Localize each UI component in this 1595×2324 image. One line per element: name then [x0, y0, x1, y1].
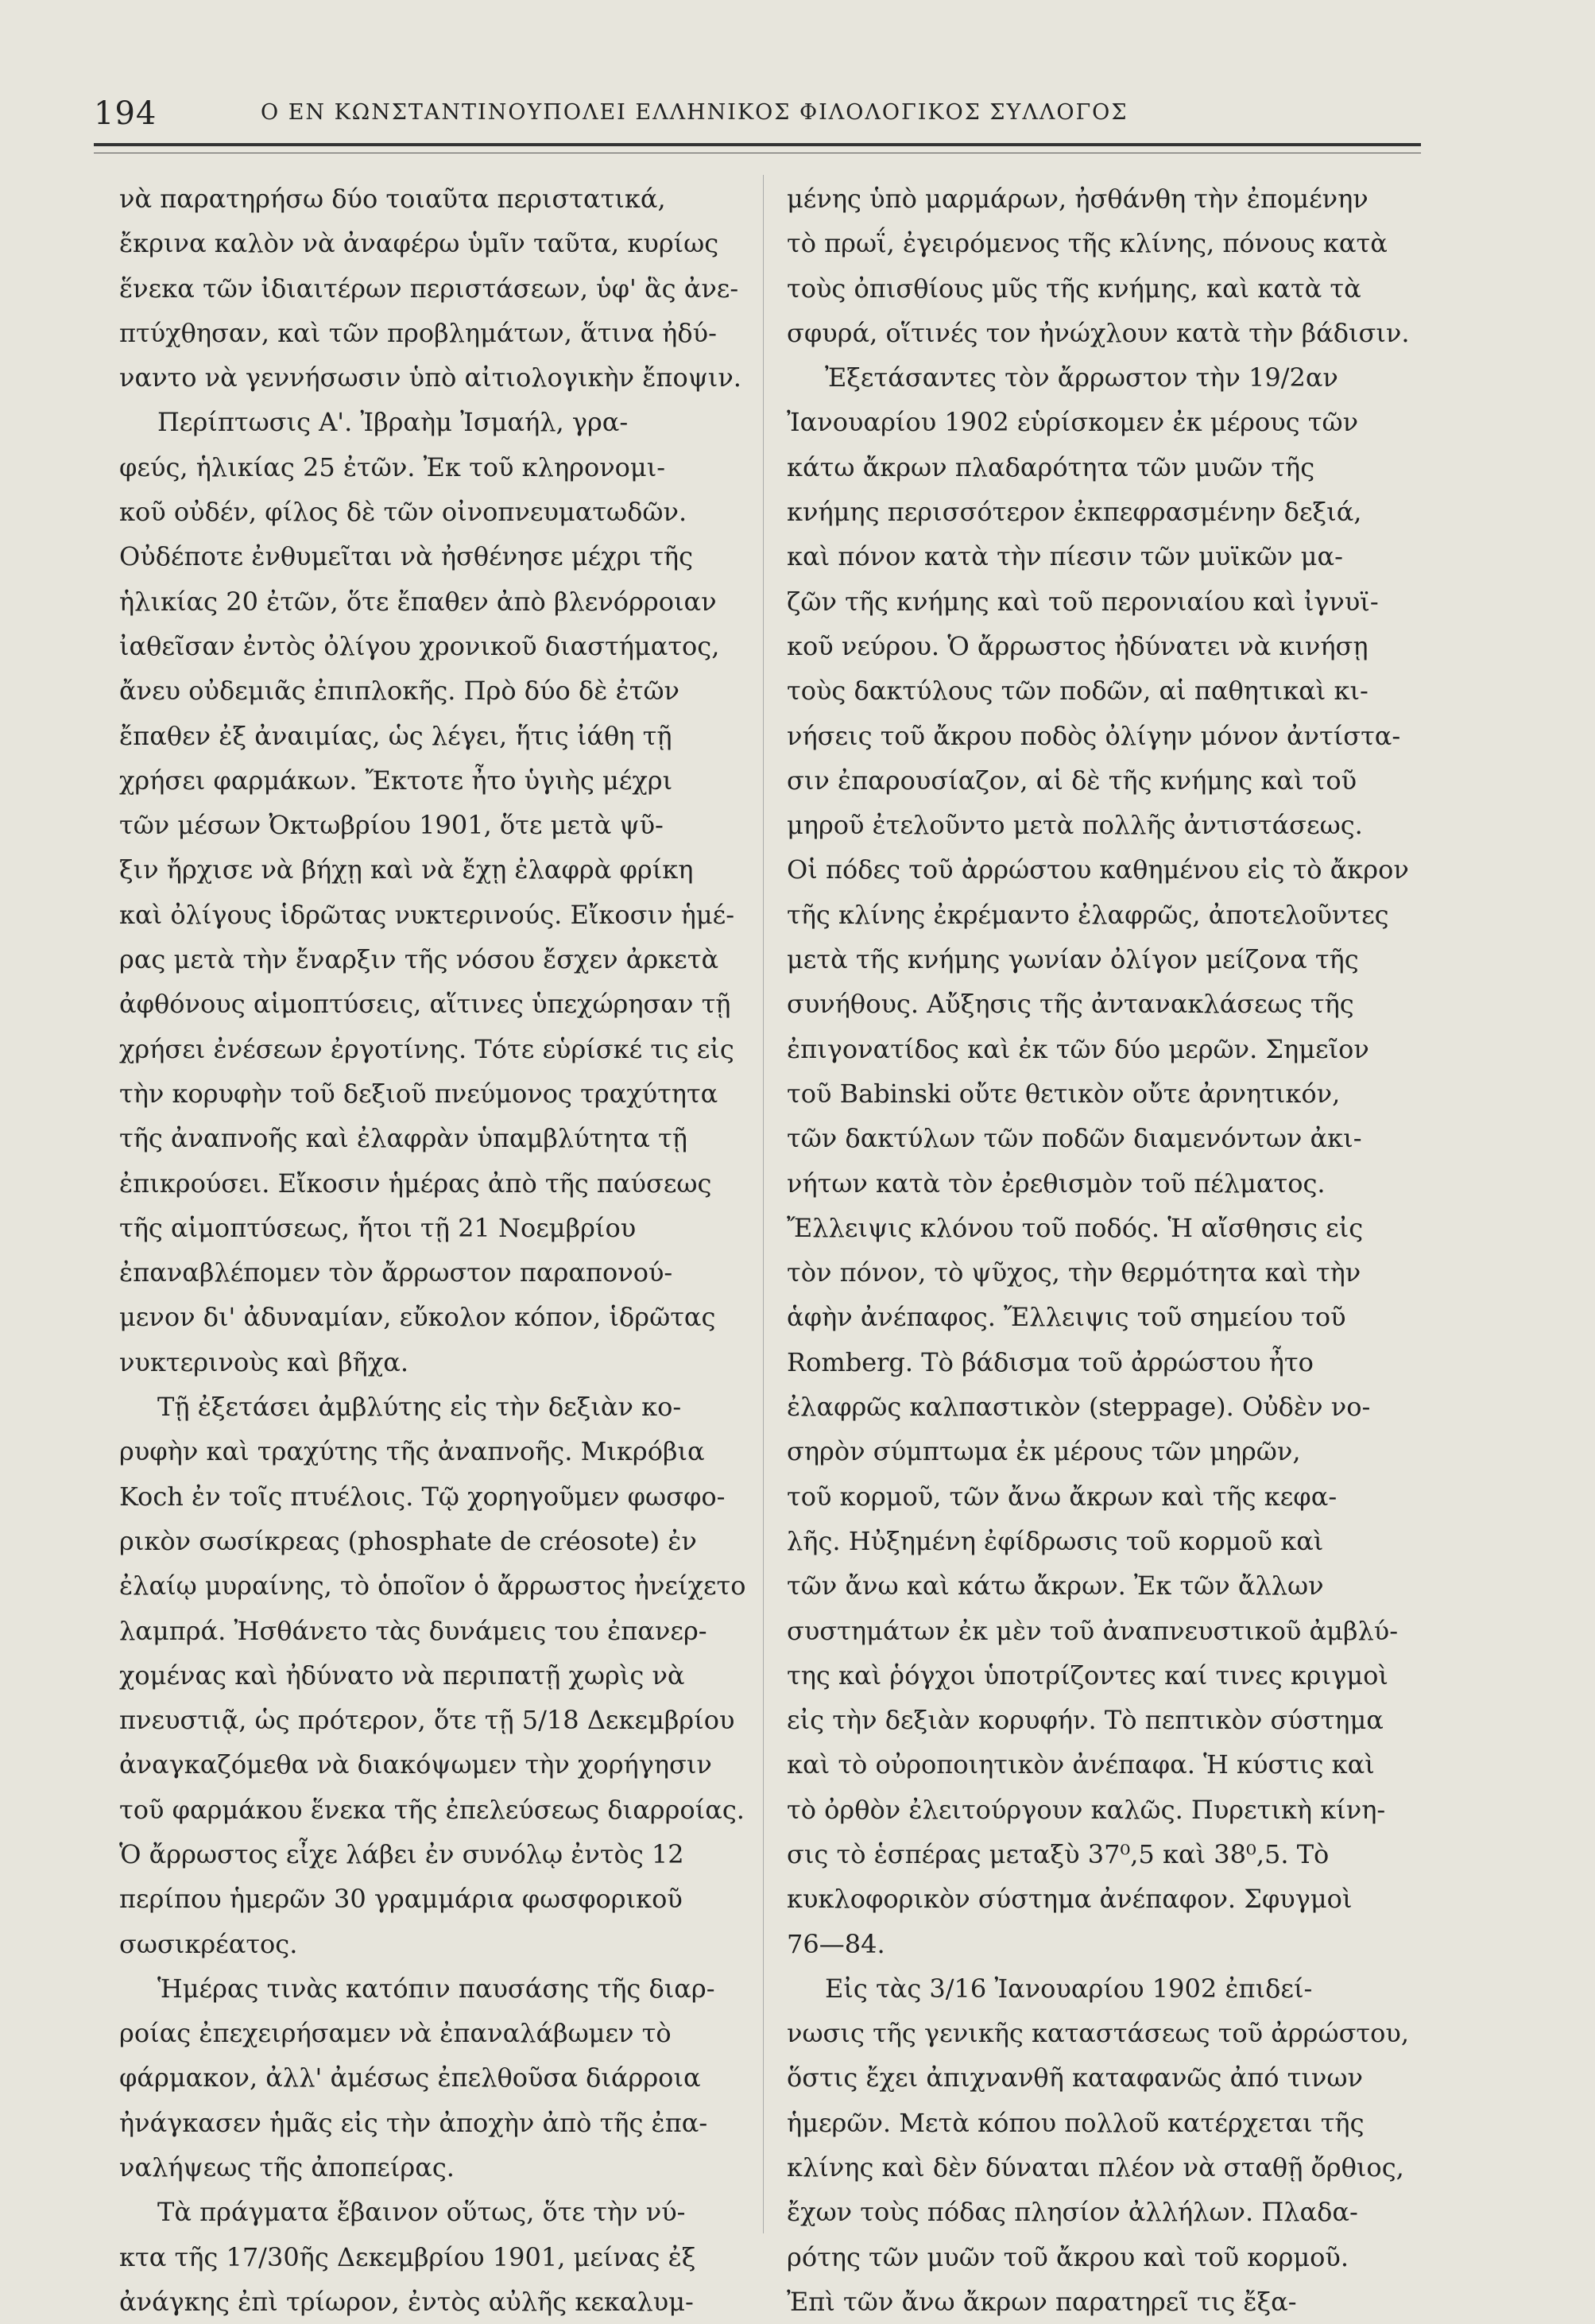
text-line: μένης ὑπὸ μαρμάρων, ἠσθάνθη τὴν ἐπομένην — [787, 184, 1369, 214]
text-line: ἐπιγονατίδος καὶ ἐκ τῶν δύο μερῶν. Σημεῖον — [787, 1033, 1369, 1064]
text-line: χρήσει ἐνέσεων ἐργοτίνης. Τότε εὑρίσκέ τις εἰς — [119, 1033, 734, 1064]
running-head: Ο ΕΝ ΚΩΝΣΤΑΝΤΙΝΟΥΠΟΛΕΙ ΕΛΛΗΝΙΚΟΣ ΦΙΛΟΛΟΓΙΚΟΣ ΣΥΛΛΟΓΟΣ — [261, 100, 1129, 125]
text-line: τῶν μέσων Ὀκτωβρίου 1901, ὅτε μετὰ ψῦ- — [119, 810, 664, 841]
text-line: ναλήψεως τῆς ἀποπείρας. — [119, 2152, 455, 2183]
text-line: καὶ πόνον κατὰ τὴν πίεσιν τῶν μυϊκῶν μα- — [787, 541, 1343, 572]
text-line: τοῦ φαρμάκου ἕνεκα τῆς ἐπελεύσεως διαρροίας. — [119, 1794, 745, 1825]
text-line: σωσικρέατος. — [119, 1928, 298, 1959]
text-line: ἐλαφρῶς καλπαστικὸν (steppage). Οὐδὲν νο- — [787, 1392, 1371, 1423]
text-line: ὅστις ἔχει ἀπιχνανθῆ καταφανῶς ἀπό τινων — [787, 2063, 1363, 2094]
text-line: ἁφὴν ἀνέπαφος. Ἔλλειψις τοῦ σημείου τοῦ — [787, 1302, 1346, 1333]
text-line: Ἔλλειψις κλόνου τοῦ ποδός. Ἡ αἴσθησις εἰς — [787, 1212, 1364, 1243]
text-line: σις τὸ ἑσπέρας μεταξὺ 37⁰,5 καὶ 38⁰,5. Τὸ — [787, 1838, 1330, 1869]
text-line: μενον δι' ἀδυναμίαν, εὔκολον κόπον, ἱδρῶτας — [119, 1302, 716, 1333]
text-line: Τῇ ἐξετάσει ἀμβλύτης εἰς τὴν δεξιὰν κο- — [157, 1392, 682, 1423]
text-line: ρας μετὰ τὴν ἔναρξιν τῆς νόσου ἔσχεν ἀρκετὰ — [119, 944, 719, 975]
text-line: Ἰανουαρίου 1902 εὑρίσκομεν ἐκ μέρους τῶν — [787, 407, 1359, 438]
text-line: ναντο νὰ γεννήσωσιν ὑπὸ αἰτιολογικὴν ἔποψιν. — [119, 362, 741, 393]
header-rule-thick — [94, 143, 1421, 146]
text-line: κνήμης περισσότερον ἐκπεφρασμένην δεξιά, — [787, 497, 1362, 528]
text-line: τῆς ἀναπνοῆς καὶ ἐλαφρὰν ὑπαμβλύτητα τῇ — [119, 1123, 687, 1154]
text-line: 76—84. — [787, 1928, 885, 1959]
text-line: ἠνάγκασεν ἡμᾶς εἰς τὴν ἀποχὴν ἀπὸ τῆς ἐπα- — [119, 2107, 708, 2138]
text-line: Τὰ πράγματα ἔβαινον οὕτως, ὅτε τὴν νύ- — [157, 2197, 686, 2228]
text-line: τὴν κορυφὴν τοῦ δεξιοῦ πνεύμονος τραχύτητα — [119, 1078, 718, 1109]
text-line: τὸν πόνον, τὸ ψῦχος, τὴν θερμότητα καὶ τὴν — [787, 1257, 1361, 1288]
text-line: Περίπτωσις Α'. Ἰβραὴμ Ἰσμαήλ, γρα- — [157, 407, 629, 438]
text-line: νὰ παρατηρήσω δύο τοιαῦτα περιστατικά, — [119, 184, 666, 214]
text-line: περίπου ἡμερῶν 30 γραμμάρια φωσφορικοῦ — [119, 1884, 683, 1915]
text-line: κλίνης καὶ δὲν δύναται πλέον νὰ σταθῇ ὄρθιος, — [787, 2152, 1404, 2183]
text-line: Οὐδέποτε ἐνθυμεῖται νὰ ἠσθένησε μέχρι τῆς — [119, 541, 693, 572]
text-line: συνήθους. Αὔξησις τῆς ἀντανακλάσεως τῆς — [787, 989, 1354, 1020]
text-line: ζῶν τῆς κνήμης καὶ τοῦ περονιαίου καὶ ἰγνυϊ- — [787, 586, 1379, 617]
text-line: κοῦ νεύρου. Ὁ ἄρρωστος ἠδύνατει νὰ κινήσῃ — [787, 630, 1369, 661]
text-line: ἕνεκα τῶν ἰδιαιτέρων περιστάσεων, ὑφ' ἃς ἀνε- — [119, 273, 739, 304]
text-line: κυκλοφορικὸν σύστημα ἀνέπαφον. Σφυγμοὶ — [787, 1884, 1353, 1915]
text-line: ἔχων τοὺς πόδας πλησίον ἀλλήλων. Πλαδα- — [787, 2197, 1358, 2228]
left-column — [119, 176, 747, 2324]
right-column — [787, 176, 1415, 2324]
text-line: τῆς αἱμοπτύσεως, ἤτοι τῇ 21 Νοεμβρίου — [119, 1212, 637, 1243]
text-line: ἐπαναβλέπομεν τὸν ἄρρωστον παραπονού- — [119, 1257, 673, 1288]
text-line: τῶν δακτύλων τῶν ποδῶν διαμενόντων ἀκι- — [787, 1123, 1362, 1154]
text-line: ἐλαίῳ μυραίνης, τὸ ὁποῖον ὁ ἄρρωστος ἠνείχετο — [119, 1571, 746, 1602]
text-line: ρικὸν σωσίκρεας (phosphate de créosote) ἐν — [119, 1525, 697, 1556]
text-line: εἰς τὴν δεξιὰν κορυφήν. Τὸ πεπτικὸν σύστημα — [787, 1705, 1384, 1736]
text-line: χρήσει φαρμάκων. Ἔκτοτε ἦτο ὑγιὴς μέχρι — [119, 765, 673, 796]
text-line: σηρὸν σύμπτωμα ἐκ μέρους τῶν μηρῶν, — [787, 1436, 1301, 1467]
text-line: ρυφὴν καὶ τραχύτης τῆς ἀναπνοῆς. Μικρόβια — [119, 1436, 705, 1467]
text-line: ἔπαθεν ἐξ ἀναιμίας, ὡς λέγει, ἥτις ἰάθη τῇ — [119, 720, 672, 751]
text-line: ἀφθόνους αἱμοπτύσεις, αἵτινες ὑπεχώρησαν τῇ — [119, 989, 731, 1020]
text-line: ἐπικρούσει. Εἴκοσιν ἡμέρας ἀπὸ τῆς παύσεως — [119, 1168, 712, 1199]
text-line: Ἡμέρας τινὰς κατόπιν παυσάσης τῆς διαρ- — [157, 1973, 715, 2004]
text-line: ἀνάγκης ἐπὶ τρίωρον, ἐντὸς αὐλῆς κεκαλυμ- — [119, 2286, 694, 2317]
text-line: ἰαθεῖσαν ἐντὸς ὀλίγου χρονικοῦ διαστήματος, — [119, 630, 720, 661]
text-line: μετὰ τῆς κνήμης γωνίαν ὀλίγον μείζονα τῆς — [787, 944, 1359, 975]
text-line: νήτων κατὰ τὸν ἐρεθισμὸν τοῦ πέλματος. — [787, 1168, 1326, 1199]
text-line: φάρμακον, ἀλλ' ἀμέσως ἐπελθοῦσα διάρροια — [119, 2063, 701, 2094]
text-line: πτύχθησαν, καὶ τῶν προβλημάτων, ἅτινα ἠδύ- — [119, 317, 717, 348]
text-line: τοῦ κορμοῦ, τῶν ἄνω ἄκρων καὶ τῆς κεφα- — [787, 1481, 1338, 1512]
text-line: ξιν ἤρχισε νὰ βήχῃ καὶ νὰ ἔχῃ ἐλαφρὰ φρίκη — [119, 854, 694, 885]
text-line: ροίας ἐπεχειρήσαμεν νὰ ἐπαναλάβωμεν τὸ — [119, 2018, 672, 2049]
text-line: της καὶ ῥόγχοι ὑποτρίζοντες καί τινες κριγμοὶ — [787, 1660, 1388, 1691]
text-line: καὶ ὀλίγους ἱδρῶτας νυκτερινούς. Εἴκοσιν ἡμέ- — [119, 899, 735, 930]
column-divider — [763, 175, 764, 2233]
text-line: ἄνευ οὐδεμιᾶς ἐπιπλοκῆς. Πρὸ δύο δὲ ἐτῶν — [119, 676, 679, 707]
text-line: καὶ τὸ οὐροποιητικὸν ἀνέπαφα. Ἡ κύστις καὶ — [787, 1749, 1375, 1780]
text-line: κτα τῆς 17/30ῆς Δεκεμβρίου 1901, μείνας ἐξ — [119, 2241, 696, 2272]
text-line: ἀναγκαζόμεθα νὰ διακόψωμεν τὴν χορήγησιν — [119, 1749, 712, 1780]
text-line: συστημάτων ἐκ μὲν τοῦ ἀναπνευστικοῦ ἀμβλύ- — [787, 1615, 1398, 1646]
text-line: ἡλικίας 20 ἐτῶν, ὅτε ἔπαθεν ἀπὸ βλενόρροιαν — [119, 586, 717, 617]
text-line: ἔκρινα καλὸν νὰ ἀναφέρω ὑμῖν ταῦτα, κυρίως — [119, 228, 719, 259]
text-line: Ἐξετάσαντες τὸν ἄρρωστον τὴν 19/2αν — [825, 362, 1338, 393]
text-line: κοῦ οὐδέν, φίλος δὲ τῶν οἰνοπνευματωδῶν. — [119, 497, 687, 528]
text-line: Ἐπὶ τῶν ἄνω ἄκρων παρατηρεῖ τις ἔξα- — [787, 2286, 1297, 2317]
text-line: Ὁ ἄρρωστος εἶχε λάβει ἐν συνόλῳ ἐντὸς 12 — [119, 1838, 684, 1869]
text-line: φεύς, ἡλικίας 25 ἐτῶν. Ἐκ τοῦ κληρονομι- — [119, 451, 666, 482]
text-line: τὸ ὀρθὸν ἐλειτούργουν καλῶς. Πυρετικὴ κίνη- — [787, 1794, 1386, 1825]
text-line: νυκτερινοὺς καὶ βῆχα. — [119, 1346, 408, 1377]
text-line: τὸ πρωΐ, ἐγειρόμενος τῆς κλίνης, πόνους κατὰ — [787, 228, 1388, 259]
text-line: τῆς κλίνης ἐκρέμαντο ἐλαφρῶς, ἀποτελοῦντες — [787, 899, 1389, 930]
text-line: νωσις τῆς γενικῆς καταστάσεως τοῦ ἀρρώστου, — [787, 2018, 1410, 2049]
text-line: τῶν ἄνω καὶ κάτω ἄκρων. Ἐκ τῶν ἄλλων — [787, 1571, 1324, 1602]
text-line: λαμπρά. Ἠσθάνετο τὰς δυνάμεις του ἐπανερ- — [119, 1615, 707, 1646]
text-line: σιν ἐπαρουσίαζον, αἱ δὲ τῆς κνήμης καὶ τοῦ — [787, 765, 1357, 796]
page-header — [94, 87, 1421, 143]
text-line: τοὺς ὀπισθίους μῦς τῆς κνήμης, καὶ κατὰ τὰ — [787, 273, 1361, 304]
text-line: ρότης τῶν μυῶν τοῦ ἄκρου καὶ τοῦ κορμοῦ. — [787, 2241, 1349, 2272]
text-line: τοῦ Babinski οὔτε θετικὸν οὔτε ἀρνητικόν, — [787, 1078, 1341, 1109]
text-line: Εἰς τὰς 3/16 Ἰανουαρίου 1902 ἐπιδεί- — [825, 1973, 1313, 2004]
text-line: Koch ἐν τοῖς πτυέλοις. Τῷ χορηγοῦμεν φωσφο- — [119, 1481, 726, 1512]
text-line: Οἱ πόδες τοῦ ἀρρώστου καθημένου εἰς τὸ ἄκρον — [787, 854, 1409, 885]
text-line: νήσεις τοῦ ἄκρου ποδὸς ὀλίγην μόνον ἀντίστα- — [787, 720, 1401, 751]
text-line: σφυρά, οἵτινές τον ἠνώχλουν κατὰ τὴν βάδισιν. — [787, 317, 1410, 348]
text-line: ἡμερῶν. Μετὰ κόπου πολλοῦ κατέρχεται τῆς — [787, 2107, 1365, 2138]
text-line: κάτω ἄκρων πλαδαρότητα τῶν μυῶν τῆς — [787, 451, 1315, 482]
text-line: χομένας καὶ ἠδύνατο νὰ περιπατῇ χωρὶς νὰ — [119, 1660, 685, 1691]
text-line: Romberg. Τὸ βάδισμα τοῦ ἀρρώστου ἦτο — [787, 1346, 1314, 1377]
text-line: μηροῦ ἐτελοῦντο μετὰ πολλῆς ἀντιστάσεως. — [787, 810, 1363, 841]
text-line: τοὺς δακτύλους τῶν ποδῶν, αἱ παθητικαὶ κι- — [787, 676, 1369, 707]
text-line: πνευστιᾷ, ὡς πρότερον, ὅτε τῇ 5/18 Δεκεμβρίου — [119, 1705, 735, 1736]
page-number: 194 — [94, 95, 157, 132]
text-line: λῆς. Ηὐξημένη ἐφίδρωσις τοῦ κορμοῦ καὶ — [787, 1525, 1324, 1556]
